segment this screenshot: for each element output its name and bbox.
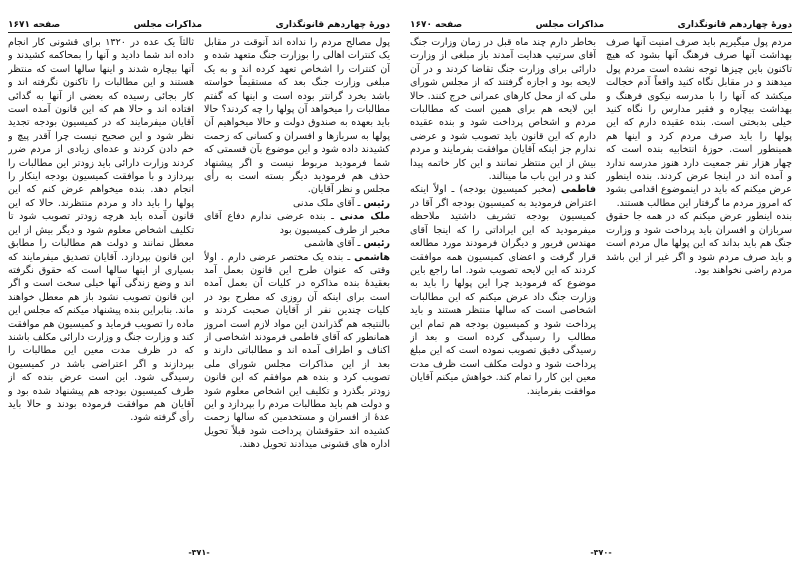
speaker-name: فاطمی <box>560 184 596 196</box>
paragraph <box>8 36 194 425</box>
text-column-left <box>410 36 596 536</box>
speaker-name: رئیس <box>363 197 390 209</box>
page-header <box>8 14 390 33</box>
paragraph <box>204 237 390 250</box>
session-label: دورهٔ چهاردهم قانونگذاری <box>677 20 792 30</box>
folio-number: -۳۷۱- <box>188 548 210 557</box>
page-header <box>410 14 792 33</box>
right-page <box>402 0 800 578</box>
text-column-right <box>204 36 390 536</box>
paragraph <box>204 36 390 197</box>
text-column-right <box>606 36 792 536</box>
paragraph-text: پول مصالح مردم را نداده اند آنوقت در مقابل یک کنترات اهالی را بوزارت جنگ متعهد شده و آن کنترات را اشخاص تعهد کرده اند و به یک مبلغی وزارت جنگ بعد که مستقیماً خواسته باشد بخرد گرانتر بوده است و اینها که گفتم مطالبات را میخواهد آن پولها را چه کردند؟ حالا باید بعهده به صندوق دولت و حالا میخواهیم آن پولها به سربازها و افسران و کسانی که زحمت کشیدند داده شود و این موضوع بآن قسمتی که شما فرمودید مربوط نیست و اگر پیشنهاد حذف هم فرمودید دیگر بسته است به رأی مجلس و نظر آقایان. <box>204 37 390 196</box>
running-title: مذاکرات مجلس <box>133 20 203 30</box>
paragraph-text: ـ آقای هاشمی <box>304 238 361 250</box>
page-number: صفحه ۱۶۷۱ <box>8 20 61 30</box>
folio-number: -۳۷۰- <box>590 548 612 557</box>
paragraph-text: ـ بنده یک مختصر عرضی دارم . اولاً وقتی که عنوان طرح این قانون بعمل آمد بعقیدهٔ بنده مذاکره در کلیات آن بعمل آمده است برای اینکه آن روزی که مطرح بود در کلیات چندین نفر از آقایان صحبت کردند و بالنتیجه هم گذراندن این مواد لازم است امروز همانطور که آقای فاطمی فرمودند اشخاصی از اکناف و اطراف آمده اند و مطالباتی دارند و بعد از این مذاکرات مجلس شورای ملی تصویب کرد و بنده هم موافقم که این قانون زودتر بگذرد و تکلیف این اشخاص معلوم شود و دولت هم باید مطالبات مردم را بپردازد و این عدهٔ از افسران و مستخدمین که سالها زحمت کشیده اند حقوقشان پرداخت شود قبلاً تحویل اداره های قشونی میدادند تحویل دهند. <box>204 251 390 451</box>
paragraph <box>410 183 596 398</box>
paragraph-text: مردم پول میگیریم باید صرف امنیت آنها صرف بهداشت آنها صرف فرهنگ آنها بشود که هیچ تاکنون باین چیزها توجه نشده است مردم پول میدهند و در مقابل نگاه کنید واقعاً آدم خجالت میکشد که آنها را با مدرسه نیکوی فرهنگ و بهداشت بیچاره و فقیر مدارس را نگاه کنید خیلی بدبختی است. بنده عقیده دارم که این پولها را باید صرف مردم کرد و اینها هم همینطور است. حوزهٔ انتخابیه بنده است که چهار هزار نفر جمعیت دارد هنوز مدرسه ندارد و آمده اند در اینجا عرض کردند. بنده اینطور عرض میکنم که باید در اینموضوع اقدامی بشود که امروز مردم ما گرفتار این مطالب هستند. <box>606 37 792 209</box>
paragraph-text: بنده اینطور عرض میکنم که در همه جا حقوق سربازان و افسران باید پرداخت شود و وزارت جنگ هم باید بداند که این پولها مال مردم است و باید صرف مردم شود و اگر غیر از این باشد مردم راضی نخواهند بود. <box>606 211 792 276</box>
paragraph-text: (مخبر کمیسیون بودجه) ـ اولاً اینکه اعتراض فرمودید به کمیسیون بودجه اگر آقا در کمیسیون بودجه تشریف داشتید ملاحظه میفرمودید که این ایراداتی را که اینجا آقای مهندس فریور و دیگران فرمودند مورد مطالعه قرار گرفت و اعضای کمیسیون همه موافقت کردند که این لایحه تصویب شود. اما راجع باین موضوع که فرمودید چرا این پولها را باید به وزارت جنگ داد عرض میکنم که این مطالبات اشخاصی است که سالها منتظر هستند و باید پرداخت شود و کمیسیون بودجه هم تمام این مطالب را رسیدگی کرده است و بعد از رسیدگی دقیق تصویب نموده است که این مبلغ پرداخت شود و دولت مکلف است ظرف مدت معین این کار را تمام کند. خواهش میکنم آقایان موافقت بفرمایند. <box>410 184 596 397</box>
paragraph <box>606 36 792 210</box>
speaker-name: هاشمی <box>354 251 390 263</box>
session-label: دورهٔ چهاردهم قانونگذاری <box>275 20 390 30</box>
paragraph <box>204 251 390 452</box>
text-column-left <box>8 36 194 536</box>
paragraph-text: ثالثاً یک عده در ۱۳۲۰ برای قشونی کار انجام داده اند شما دادید و آنها را بمحاکمه کشیدند و آنها بیچاره شدند و اینها سالها است که منتظر هستند و این مطالبات را تاکنون نگرفته اند و کار بجائی رسیده که بعضی از آنها به گدائی افتاده اند و حالا هم که این قانون آمده است آقایان میفرمایند که در کمیسیون بودجه تجدید نظر شود و این صحیح نیست چرا آقدر پیچ و خم دادن کردند و عده‌ای زیادی از مردم ضرر کردند وزارت دارائی باید زودتر این مطالبات را بپردازد و با موافقت کمیسیون بودجه اینکار را انجام دهد. بنده میخواهم عرض کنم که این پولها را باید داد و مردم منتظرند. حالا که این قانون آمده باید هرچه زودتر تصویب شود تا تکلیف اشخاص معلوم شود و دیگر بیش از این معطل نمانند و دولت هم مطالبات را مطابق این قانون بپردازد. آقایان تصدیق میفرمایند که بسیاری از اینها سالها است که حقوق نگرفته اند و وضع زندگی آنها خیلی سخت است و اگر این قانون تصویب نشود باز هم معطل خواهند ماند. بنابراین بنده پیشنهاد میکنم که مجلس این ماده را تصویب فرماید و کمیسیون هم موافقت کند و وزارت جنگ و وزارت دارائی مکلف باشند که در ظرف مدت معین این مطالبات را بپردازند و اگر اعتراضی باشد در کمیسیون رسیدگی شود. این است عرض بنده که از طرف کمیسیون بودجه هم پیشنهاد شده بود و آقایان هم موافقت فرموده بودند و حالا باید رأی گرفته شود. <box>8 37 194 424</box>
paragraph <box>204 197 390 210</box>
page-number: صفحه ۱۶۷۰ <box>410 20 463 30</box>
speaker-name: رئیس <box>363 238 390 250</box>
paragraph-text: بخاطر دارم چند ماه قبل در زمان وزارت جنگ آقای سرتیپ هدایت آمدند باز مبلغی از وزارت دارائی برای وزارت جنگ تقاضا کردند و در آن لایحه بود و اجازه گرفتند که از مجلس شورای ملی که از محل کارهای عمرانی خرج کنند. حالا این لایحه هم برای همین است که مطالبات مردم و اشخاص پرداخت شود و بنده عقیده دارم که این قانون باید تصویب شود و عرضی ندارم جز اینکه آقایان موافقت بفرمایند و مردم بیش از این منتظر نمانند و این کار خاتمه پیدا کند و در این باب ما مینالند. <box>410 37 596 183</box>
left-page <box>0 0 398 578</box>
paragraph <box>410 36 596 183</box>
paragraph-text: ـ بنده عرضی ندارم دفاع آقای مخبر از طرف کمیسیون بود <box>204 211 390 236</box>
paragraph <box>606 210 792 277</box>
paragraph <box>204 210 390 237</box>
running-title: مذاکرات مجلس <box>535 20 605 30</box>
speaker-name: ملک مدنی <box>339 211 390 223</box>
paragraph-text: ـ آقای ملک مدنی <box>292 197 361 209</box>
